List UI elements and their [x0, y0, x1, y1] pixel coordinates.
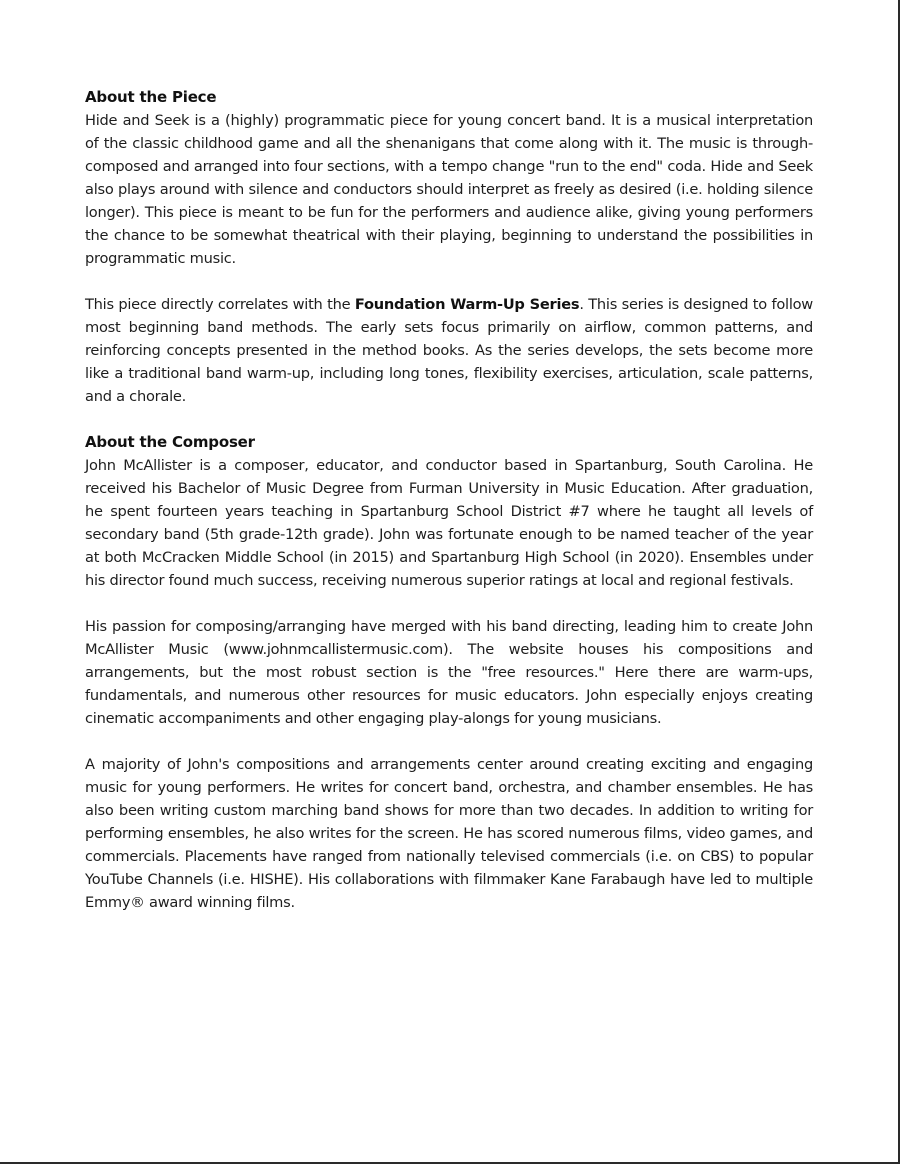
about-piece-heading: About the Piece	[85, 88, 217, 106]
warmup-intro-text: This piece directly correlates with the	[85, 296, 355, 313]
about-composer-paragraph-3: A majority of John's compositions and arrangements center around creating exciting and engaging music for young performers. He writes for concert band, orchestra, and chamber ensembles. He has also been writing custom marching band shows for more than two decades. In addition to writing for performing ensembles, he also writes for the screen. He has scored numerous films, video games, and commercials. Placements have ranged from nationally televised commercials (i.e. on CBS) to popular YouTube Channels (i.e. HISHE). His collaborations with filmmaker Kane Farabaugh have led to multiple Emmy® award winning films.	[85, 756, 813, 911]
warmup-series-title: Foundation Warm-Up Series	[354, 296, 580, 313]
document-body	[85, 86, 813, 937]
about-composer-paragraph-2: His passion for composing/arranging have merged with his band directing, leading him to create John McAllister Music (www.johnmcallistermusic.com). The website houses his compositions and arrangements, but the most robust section is the "free resources." Here there are warm-ups, fundamentals, and numerous other resources for music educators. John especially enjoys creating cinematic accompaniments and other engaging play-alongs for young musicians.	[85, 618, 813, 727]
about-composer-heading: About the Composer	[85, 433, 255, 451]
about-piece-paragraph-2	[85, 293, 813, 408]
about-composer-paragraph-1: John McAllister is a composer, educator, and conductor based in Spartanburg, South Carolina. He received his Bachelor of Music Degree from Furman University in Music Education. After graduation, he spent fourteen years teaching in Spartanburg School District #7 where he taught all levels of secondary band (5th grade-12th grade). John was fortunate enough to be named teacher of the year at both McCracken Middle School (in 2015) and Spartanburg High School (in 2020). Ensembles under his director found much success, receiving numerous superior ratings at local and regional festivals.	[85, 457, 813, 589]
about-piece-paragraph-1: Hide and Seek is a (highly) programmatic piece for young concert band. It is a musical interpretation of the classic childhood game and all the shenanigans that come along with it. The music is through-composed and arranged into four sections, with a tempo change "run to the end" coda. Hide and Seek also plays around with silence and conductors should interpret as freely as desired (i.e. holding silence longer). This piece is meant to be fun for the performers and audience alike, giving young performers the chance to be somewhat theatrical with their playing, beginning to understand the possibilities in programmatic music.	[85, 112, 813, 267]
warmup-description-text: . This series is designed to follow most beginning band methods. The early sets focus primarily on airflow, common patterns, and reinforcing concepts presented in the method books. As the series develops, the sets become more like a traditional band warm-up, including long tones, flexibility exercises, articulation, scale patterns, and a chorale.	[85, 296, 813, 405]
